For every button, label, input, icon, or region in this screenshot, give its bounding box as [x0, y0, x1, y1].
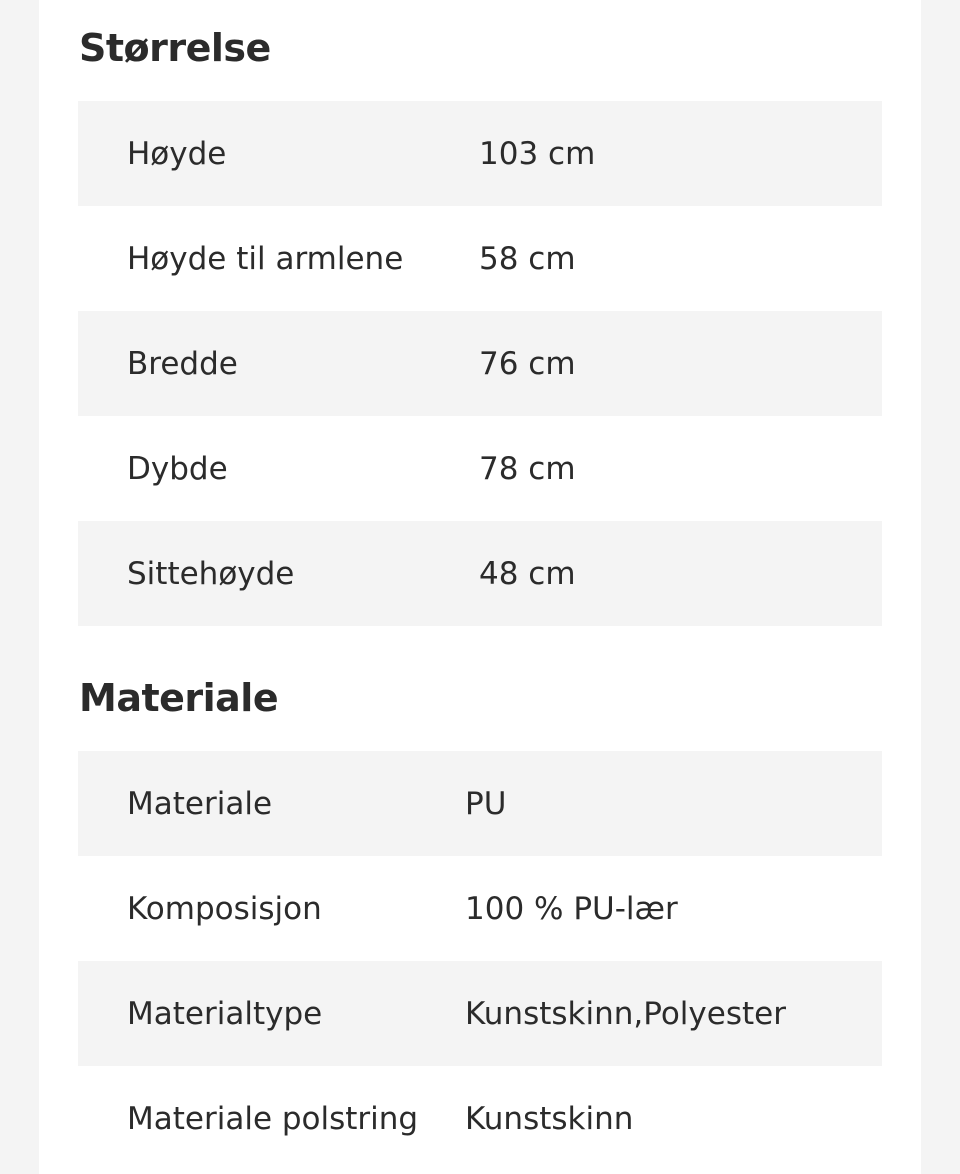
spec-label: Materiale — [127, 785, 273, 822]
spec-row-depth — [78, 416, 882, 521]
spec-row-material — [78, 751, 882, 856]
spec-label: Sittehøyde — [127, 555, 295, 592]
spec-label: Materialtype — [127, 995, 323, 1032]
spec-value: 78 cm — [479, 450, 576, 487]
spec-value: Kunstskinn,Polyester — [465, 995, 786, 1032]
spec-value: 76 cm — [479, 345, 576, 382]
spec-value: 103 cm — [479, 135, 596, 172]
spec-row-upholstery — [78, 1066, 882, 1171]
spec-value: 100 % PU-lær — [465, 890, 678, 927]
spec-label: Bredde — [127, 345, 238, 382]
spec-row-height — [78, 101, 882, 206]
spec-value: 58 cm — [479, 240, 576, 277]
spec-row-armrest-height — [78, 206, 882, 311]
spec-label: Komposisjon — [127, 890, 322, 927]
spec-label: Høyde — [127, 135, 227, 172]
spec-row-seat-height — [78, 521, 882, 626]
spec-row-composition — [78, 856, 882, 961]
spec-value: PU — [465, 785, 507, 822]
spec-label: Dybde — [127, 450, 228, 487]
material-section-title: Materiale — [79, 676, 279, 720]
material-spec-table — [78, 751, 882, 1171]
spec-row-width — [78, 311, 882, 416]
spec-value: Kunstskinn — [465, 1100, 634, 1137]
spec-label: Høyde til armlene — [127, 240, 404, 277]
size-section-title: Størrelse — [79, 26, 271, 70]
spec-row-material-type — [78, 961, 882, 1066]
spec-label: Materiale polstring — [127, 1100, 419, 1137]
spec-value: 48 cm — [479, 555, 576, 592]
product-specs-card — [39, 0, 921, 1174]
size-spec-table — [78, 101, 882, 626]
